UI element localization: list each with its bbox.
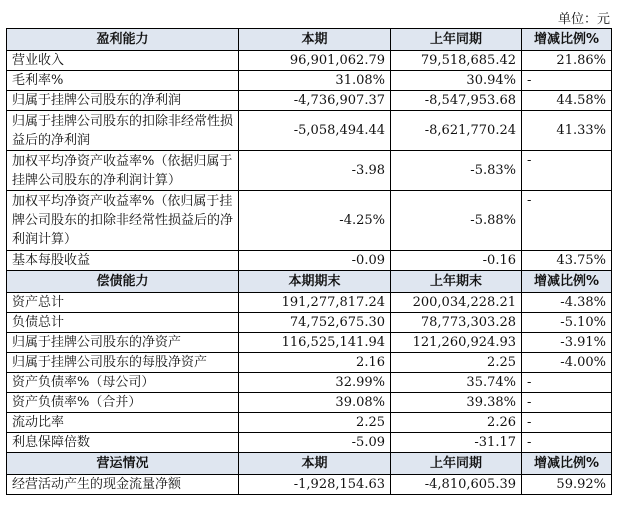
table-row — [7, 293, 612, 313]
column-header: 上年同期 — [391, 453, 522, 475]
row-label: 毛利率% — [7, 71, 239, 91]
row-label: 归属于挂牌公司股东的每股净资产 — [7, 353, 239, 373]
table-row — [7, 51, 612, 71]
table-row — [7, 433, 612, 453]
current-value: -4.25% — [239, 191, 391, 251]
change-value: - — [522, 71, 612, 91]
current-value: 31.08% — [239, 71, 391, 91]
change-value: -4.00% — [522, 353, 612, 373]
previous-value: -4,810,605.39 — [391, 475, 522, 495]
previous-value: -5.83% — [391, 151, 522, 191]
table-row — [7, 475, 612, 495]
previous-value: 35.74% — [391, 373, 522, 393]
row-label: 加权平均净资产收益率%（依归属于挂牌公司股东的扣除非经常性损益后的净利润计算） — [7, 191, 239, 251]
column-header: 本期 — [239, 453, 391, 475]
current-value: -3.98 — [239, 151, 391, 191]
previous-value: 121,260,924.93 — [391, 333, 522, 353]
section-header-row — [7, 29, 612, 51]
column-header: 营运情况 — [7, 453, 239, 475]
previous-value: -8,547,953.68 — [391, 91, 522, 111]
current-value: -1,928,154.63 — [239, 475, 391, 495]
table-row — [7, 91, 612, 111]
table-row — [7, 373, 612, 393]
row-label: 归属于挂牌公司股东的净利润 — [7, 91, 239, 111]
column-header: 偿债能力 — [7, 271, 239, 293]
row-label: 归属于挂牌公司股东的扣除非经常性损益后的净利润 — [7, 111, 239, 151]
previous-value: -5.88% — [391, 191, 522, 251]
change-value: 43.75% — [522, 251, 612, 271]
change-value: 41.33% — [522, 111, 612, 151]
table-row — [7, 151, 612, 191]
row-label: 资产负债率%（合并） — [7, 393, 239, 413]
current-value: -4,736,907.37 — [239, 91, 391, 111]
change-value: 21.86% — [522, 51, 612, 71]
change-value: - — [522, 413, 612, 433]
column-header: 上年同期 — [391, 29, 522, 51]
previous-value: 39.38% — [391, 393, 522, 413]
column-header: 增减比例% — [522, 271, 612, 293]
current-value: 32.99% — [239, 373, 391, 393]
current-value: 74,752,675.30 — [239, 313, 391, 333]
change-value: 59.92% — [522, 475, 612, 495]
previous-value: -8,621,770.24 — [391, 111, 522, 151]
table-row — [7, 393, 612, 413]
table-row — [7, 191, 612, 251]
current-value: -5,058,494.44 — [239, 111, 391, 151]
change-value: - — [522, 393, 612, 413]
row-label: 经营活动产生的现金流量净额 — [7, 475, 239, 495]
change-value: -3.91% — [522, 333, 612, 353]
change-value: -5.10% — [522, 313, 612, 333]
current-value: 39.08% — [239, 393, 391, 413]
row-label: 归属于挂牌公司股东的净资产 — [7, 333, 239, 353]
current-value: -0.09 — [239, 251, 391, 271]
change-value: - — [522, 151, 612, 191]
column-header: 盈利能力 — [7, 29, 239, 51]
previous-value: -0.16 — [391, 251, 522, 271]
row-label: 营业收入 — [7, 51, 239, 71]
change-value: - — [522, 433, 612, 453]
row-label: 资产负债率%（母公司） — [7, 373, 239, 393]
current-value: 2.16 — [239, 353, 391, 373]
row-label: 资产总计 — [7, 293, 239, 313]
table-row — [7, 111, 612, 151]
previous-value: 78,773,303.28 — [391, 313, 522, 333]
table-row — [7, 353, 612, 373]
change-value: -4.38% — [522, 293, 612, 313]
row-label: 加权平均净资产收益率%（依据归属于挂牌公司股东的净利润计算） — [7, 151, 239, 191]
previous-value: 2.26 — [391, 413, 522, 433]
unit-label: 单位：元 — [557, 12, 610, 27]
change-value: - — [522, 191, 612, 251]
change-value: 44.58% — [522, 91, 612, 111]
column-header: 上年期末 — [391, 271, 522, 293]
current-value: 2.25 — [239, 413, 391, 433]
table-row — [7, 71, 612, 91]
current-value: 96,901,062.79 — [239, 51, 391, 71]
current-value: 191,277,817.24 — [239, 293, 391, 313]
row-label: 流动比率 — [7, 413, 239, 433]
row-label: 基本每股收益 — [7, 251, 239, 271]
table-row — [7, 251, 612, 271]
current-value: 116,525,141.94 — [239, 333, 391, 353]
previous-value: 30.94% — [391, 71, 522, 91]
column-header: 本期期末 — [239, 271, 391, 293]
column-header: 增减比例% — [522, 29, 612, 51]
row-label: 负债总计 — [7, 313, 239, 333]
section-header-row — [7, 271, 612, 293]
column-header: 本期 — [239, 29, 391, 51]
table-row — [7, 313, 612, 333]
column-header: 增减比例% — [522, 453, 612, 475]
previous-value: 79,518,685.42 — [391, 51, 522, 71]
financial-indicators-table — [6, 28, 612, 495]
table-row — [7, 333, 612, 353]
previous-value: -31.17 — [391, 433, 522, 453]
section-header-row — [7, 453, 612, 475]
table-row — [7, 413, 612, 433]
change-value: - — [522, 373, 612, 393]
previous-value: 200,034,228.21 — [391, 293, 522, 313]
row-label: 利息保障倍数 — [7, 433, 239, 453]
previous-value: 2.25 — [391, 353, 522, 373]
current-value: -5.09 — [239, 433, 391, 453]
